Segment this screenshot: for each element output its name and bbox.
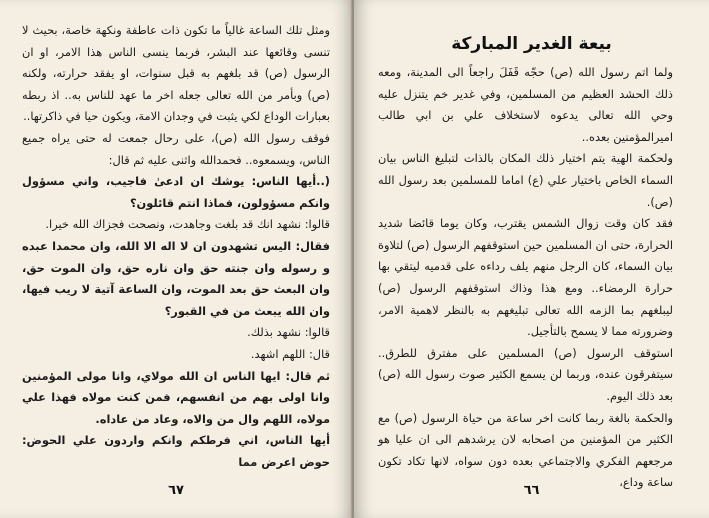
paragraph: فوقف رسول الله (ص)، على رحال جمعت له حتى يراه جميع الناس، ويسمعوه.. فحمدالله واثنى عليه ثم قال: <box>22 130 330 167</box>
quote-paragraph: (..أيها الناس: يوشك ان ادعىٰ فاجيب، واني مسؤول وانكم مسؤولون، فماذا انتم قائلون؟ <box>22 174 330 210</box>
left-page <box>0 0 352 518</box>
paragraph: ولحكمة الهية يتم اختيار ذلك المكان بالذات لتبليغ الناس بيان السماء الخاص باختيار علي (ع) اماما للمسلمين بعد رسول الله (ص). <box>378 151 673 209</box>
paragraph: قالوا: نشهد بذلك. <box>247 325 330 340</box>
paragraph: قال: اللهم اشهد. <box>250 346 330 361</box>
quote-paragraph: ثم قال: ايها الناس ان الله مولاي، وانا مولى المؤمنين وانا اولى بهم من انفسهم، فمن كنت مولاه فهذا علي مولاه، اللهم وال من والاه، وعاد من عاداه. <box>22 368 330 426</box>
right-page-text <box>378 62 673 494</box>
right-page <box>354 0 709 518</box>
paragraph: والحكمة بالغة ربما كانت اخر ساعة من حياة الرسول (ص) مع الكثير من المؤمنين من اصحابه لان يرشدهم الى ان عليا هو مرجعهم الفكري والاجتماعي بعده دون سواه، لانها تكاد تكون ساعة وداع، <box>378 410 673 490</box>
quote-paragraph: فقال: اليس تشهدون ان لا اله الا الله، وان محمدا عبده و رسوله وان جنته حق وان ناره حق، وان الموت حق، وان البعث حق بعد الموت، وان الساعة آتية لا ريب فيها، وان الله يبعث من في القبور؟ <box>22 238 330 318</box>
paragraph: قالوا: نشهد انك قد بلغت وجاهدت، ونصحت فجزاك الله خيرا. <box>45 217 330 232</box>
page-number-right: ٦٦ <box>523 483 540 498</box>
page-number-left: ٦٧ <box>168 483 184 498</box>
paragraph: ومثل تلك الساعة غالياً ما تكون ذات عاطفة ونكهة خاصة، بحيث لا تنسى وقائعها عند البشر، فربما ينسى الناس هذا الامر، او ان الرسول (ص) قد بلغهم به قبل سنوات، او يفقد حرارته، ولكنه (ص) وبأمر من الله تعالى جعله اخر ما عهد للناس به.. اذ ربطه بعبارات الوداع لكي يثبت في وجدان الامة، ويكون حيا في ذاكرتها.. <box>22 23 330 124</box>
quote-paragraph: أيها الناس، اني فرطكم وانكم واردون علي الحوض: حوض اعرض مما <box>22 433 330 469</box>
paragraph: فقد كان وقت زوال الشمس يقترب، وكان يوما قائضا شديد الحرارة، حتى ان المسلمين حين استوقفهم الرسول (ص) لتلاوة بيان السماء، كان الرجل منهم يلف رداءه على قدميه ليتقي بها حرارة الرمضاء.. ومع هذا وذاك استوقفهم الرسول (ص) ليبلغهم بما الزمه الله تعالى تبليغهم به بالنظر لاهمية الامر، وضرورته مما لا يسمح بالتأجيل. <box>378 216 673 339</box>
left-page-text <box>22 20 330 473</box>
paragraph: ولما اتم رسول الله (ص) حجّه قَفَلَ راجعاً الى المدينة، ومعه ذلك الحشد العظيم من المسلمين، وفي غدير خم يتنزل عليه وحي الله تعالى يدعوه لاستخلاف علي بن ابي طالب اميرالمؤمنين بعده.. <box>378 65 673 144</box>
paragraph: استوقف الرسول (ص) المسلمين على مفترق للطرق.. سيتفرقون عنده، وربما لن يسمع الكثير صوت رسول الله (ص) بعد ذلك اليوم. <box>378 345 673 403</box>
chapter-title: بيعة الغدير المباركة <box>451 34 612 54</box>
